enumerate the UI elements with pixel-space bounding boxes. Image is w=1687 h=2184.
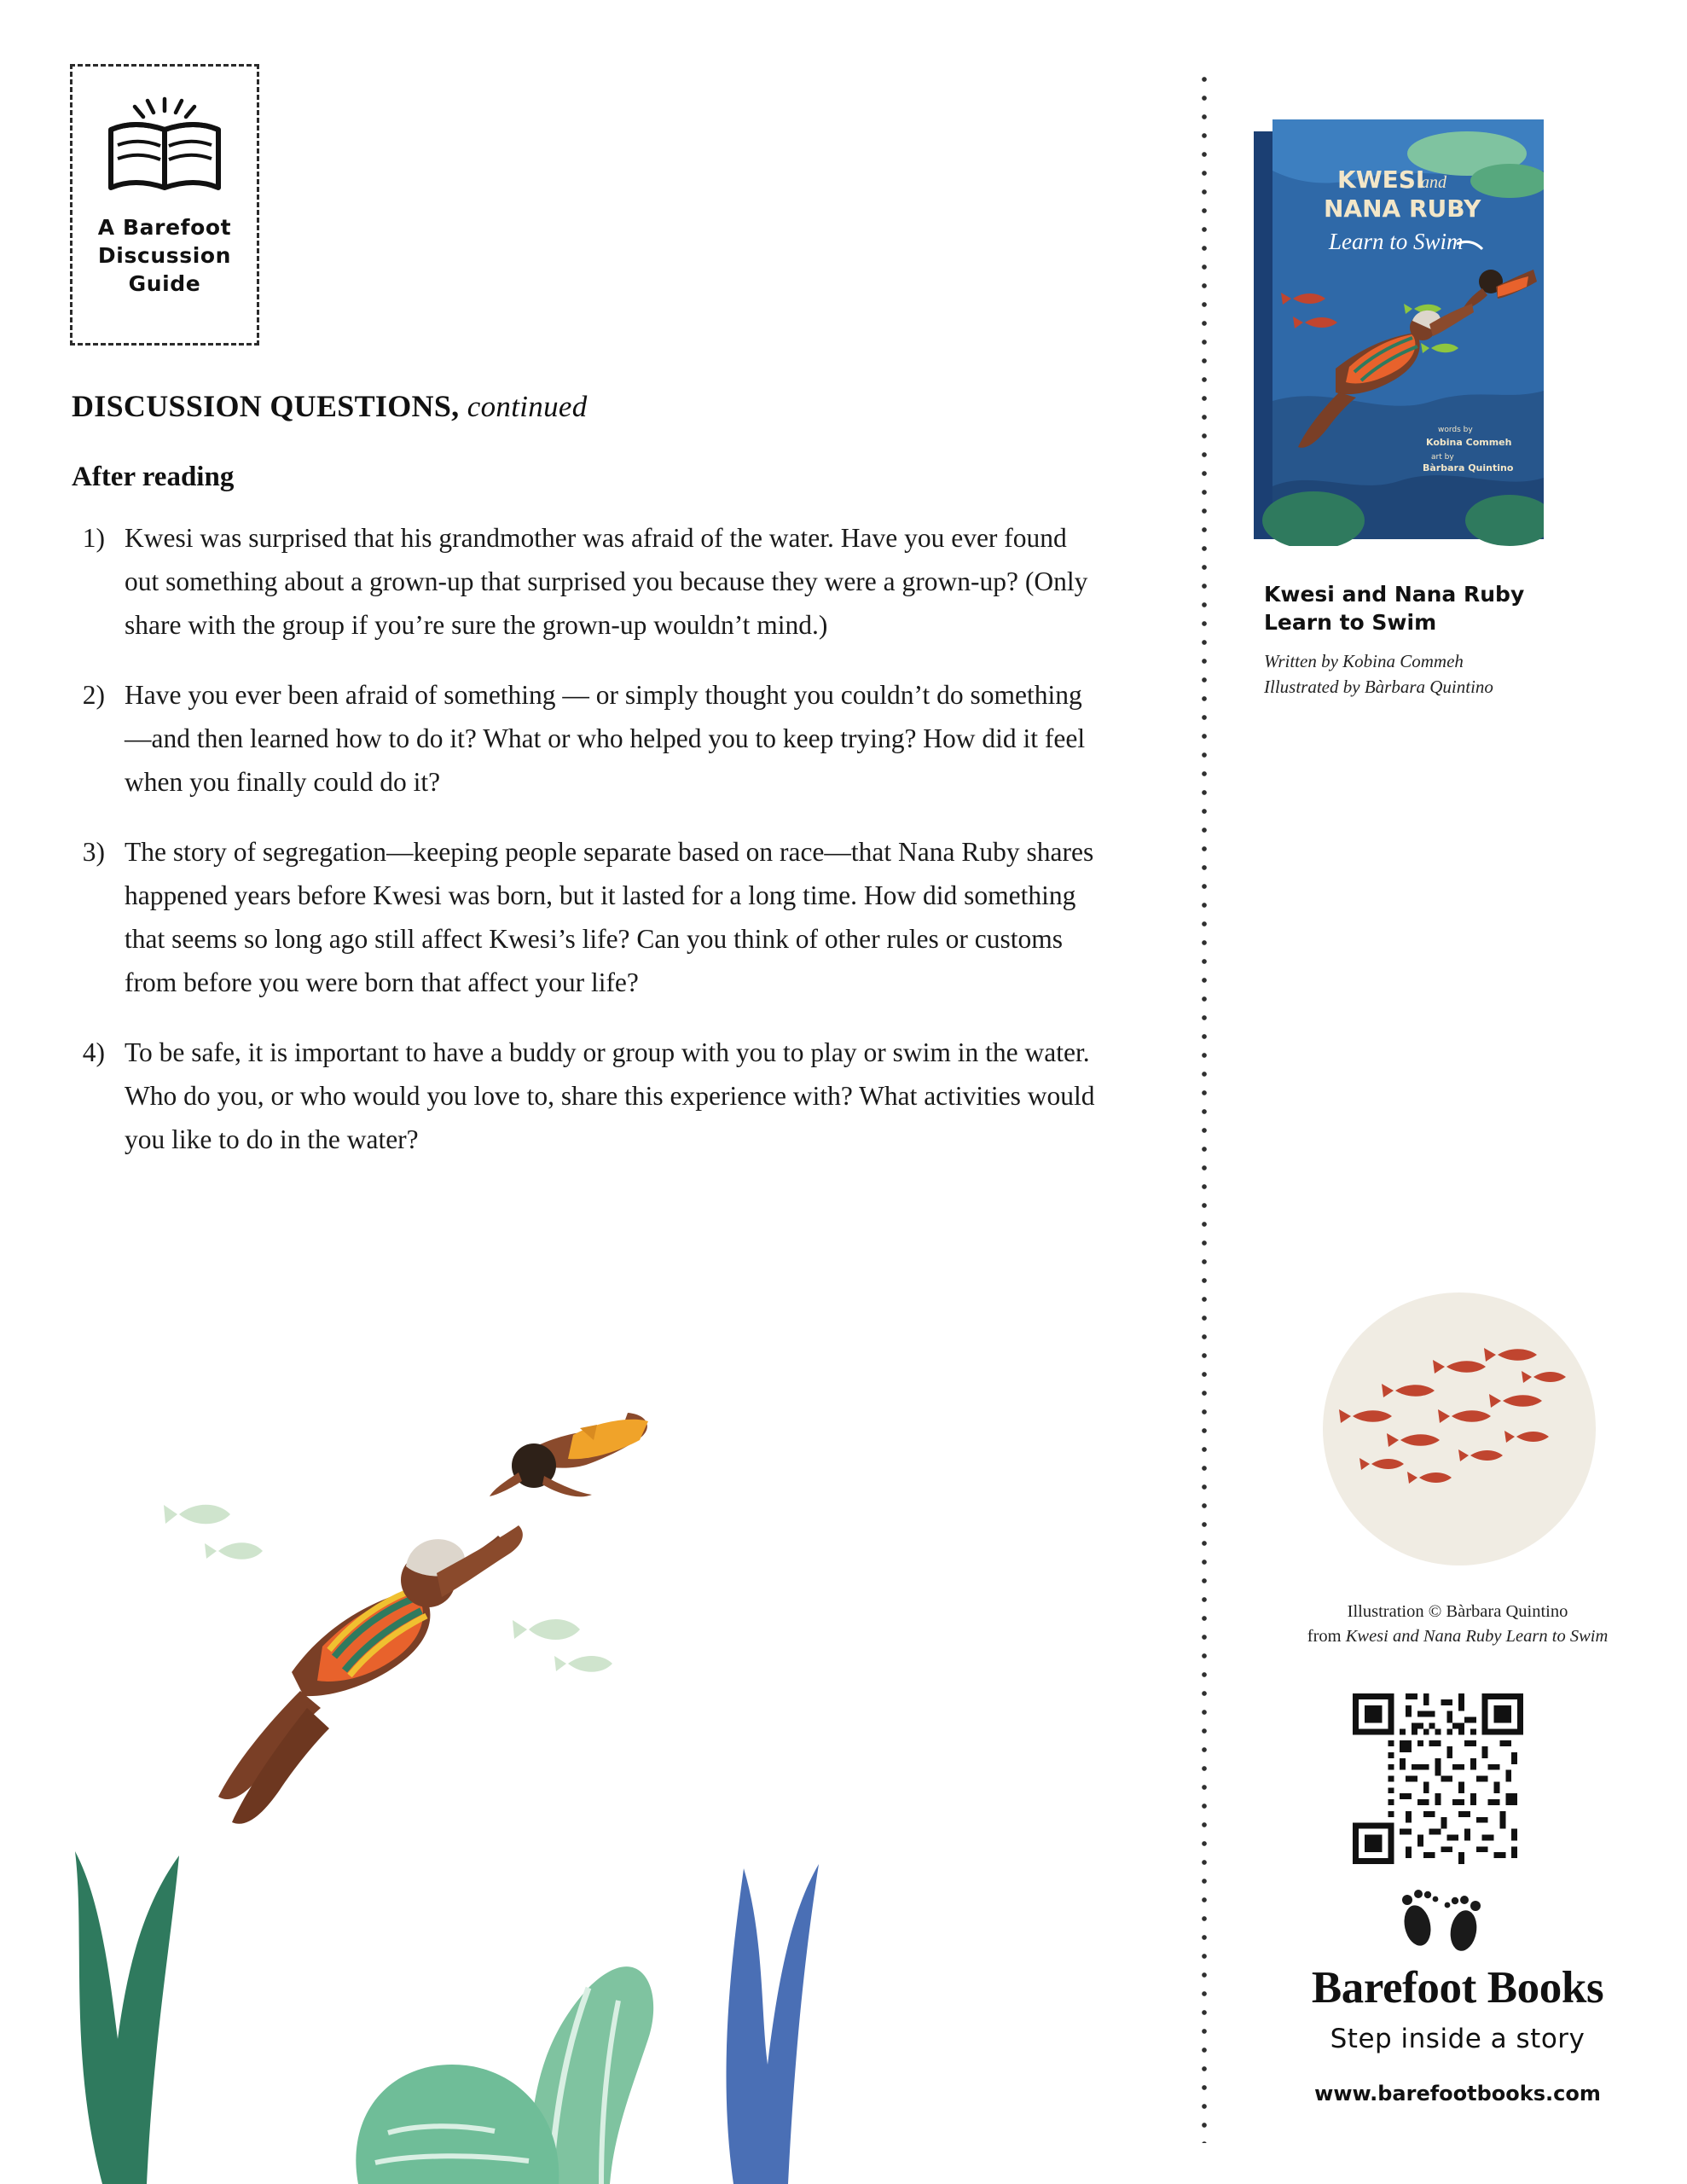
list-item	[72, 673, 1121, 804]
book-cover-svg	[1254, 119, 1544, 546]
question-text: The story of segregation—keeping people separate based on race—that Nana Ruby shares happened years before Kwesi was born, but it lasted for a long time. How did something that seems so long ago still affect Kwesi’s life? Can you think of other rules or customs from before you were born that affect your life?	[125, 837, 1094, 997]
cover-title-line1: KWESI	[1337, 166, 1425, 194]
cover-art-by-label: art by	[1431, 453, 1454, 462]
underwater-swimming-illustration	[51, 1391, 1160, 2184]
question-number: 3)	[82, 837, 105, 867]
cover-illustrator: Bàrbara Quintino	[1423, 462, 1514, 473]
dotted-divider	[1201, 70, 1208, 2143]
fish-pale-4	[554, 1656, 612, 1672]
book-written-by: Written by Kobina Commeh	[1264, 651, 1464, 671]
book-title-line-1: Kwesi and Nana Ruby	[1264, 582, 1525, 607]
logo-line-1: A Barefoot	[97, 215, 232, 240]
seaweed-left	[75, 1851, 179, 2184]
brand-tagline: Step inside a story	[1330, 2024, 1586, 2054]
illustration-svg	[51, 1391, 1160, 2184]
book-cover-image	[1254, 119, 1544, 546]
illustration-credit-from: from	[1307, 1627, 1346, 1647]
illustration-credit-line-1: Illustration © Bàrbara Quintino	[1347, 1602, 1568, 1621]
fish-school-svg	[1319, 1288, 1600, 1570]
page-title-continued: continued	[467, 390, 588, 423]
question-text: Have you ever been afraid of something — or simply thought you couldn’t do something—and then learned how to do it? What or who helped you to keep trying? How did it feel when you finally could do it?	[125, 680, 1086, 797]
cover-title-line2: NANA RUBY	[1324, 195, 1481, 223]
book-title	[1264, 580, 1622, 637]
logo-text	[98, 213, 231, 298]
open-book-icon	[101, 92, 229, 201]
cover-words-by-label: words by	[1438, 426, 1473, 434]
qr-code[interactable]	[1353, 1693, 1523, 1864]
page-title	[72, 388, 588, 424]
fish-school-illustration	[1319, 1288, 1600, 1570]
list-item	[72, 1031, 1121, 1161]
child-swimmer	[490, 1413, 648, 1496]
sub-heading-after-reading: After reading	[72, 462, 235, 492]
cover-subtitle: Learn to Swim	[1329, 229, 1464, 254]
mint-leaf-bottom	[356, 2065, 559, 2184]
question-number: 1)	[82, 523, 105, 553]
barefoot-footprints-icon	[1395, 1881, 1489, 1962]
seaweed-blue	[727, 1864, 819, 2184]
cover-author: Kobina Commeh	[1426, 437, 1512, 448]
cover-title-and: and	[1421, 173, 1446, 192]
question-text: Kwesi was surprised that his grandmother was afraid of the water. Have you ever found out something about a grown-up that surprised you because they were a grown-up? (Only share with the group if you’re sure the grown-up wouldn’t mind.)	[125, 523, 1088, 640]
fish-pale-1	[164, 1505, 230, 1525]
brand-name: Barefoot Books	[1311, 1963, 1604, 2013]
question-number: 2)	[82, 680, 105, 710]
book-title-line-2: Learn to Swim	[1264, 610, 1437, 636]
book-illustrated-by: Illustrated by Bàrbara Quintino	[1264, 677, 1493, 698]
question-text: To be safe, it is important to have a buddy or group with you to play or swim in the water. Who do you, or who would you love to, share this experience with? What activities would you like to do in the water?	[125, 1037, 1095, 1154]
illustration-credit-title: Kwesi and Nana Ruby Learn to Swim	[1345, 1627, 1609, 1647]
list-item	[72, 516, 1121, 647]
illustration-credit-line-2	[1228, 1624, 1687, 1649]
grandmother-swimmer	[218, 1525, 523, 1824]
brand-url[interactable]: www.barefootbooks.com	[1314, 2082, 1601, 2106]
sidebar-column	[1228, 0, 1687, 2184]
page-title-main: DISCUSSION QUESTIONS,	[72, 389, 460, 423]
fish-pale-3	[513, 1619, 580, 1640]
logo-line-3: Guide	[128, 271, 201, 296]
qr-code-svg[interactable]	[1353, 1693, 1523, 1864]
discussion-questions-list	[72, 516, 1121, 1188]
question-number: 4)	[82, 1037, 105, 1067]
book-credits	[1264, 648, 1639, 700]
illustration-credit	[1228, 1600, 1687, 1649]
footprints-svg	[1395, 1881, 1489, 1962]
fish-pale-2	[205, 1542, 263, 1560]
logo-line-2: Discussion	[97, 243, 232, 268]
list-item	[72, 830, 1121, 1004]
barefoot-discussion-guide-logo	[70, 64, 259, 346]
